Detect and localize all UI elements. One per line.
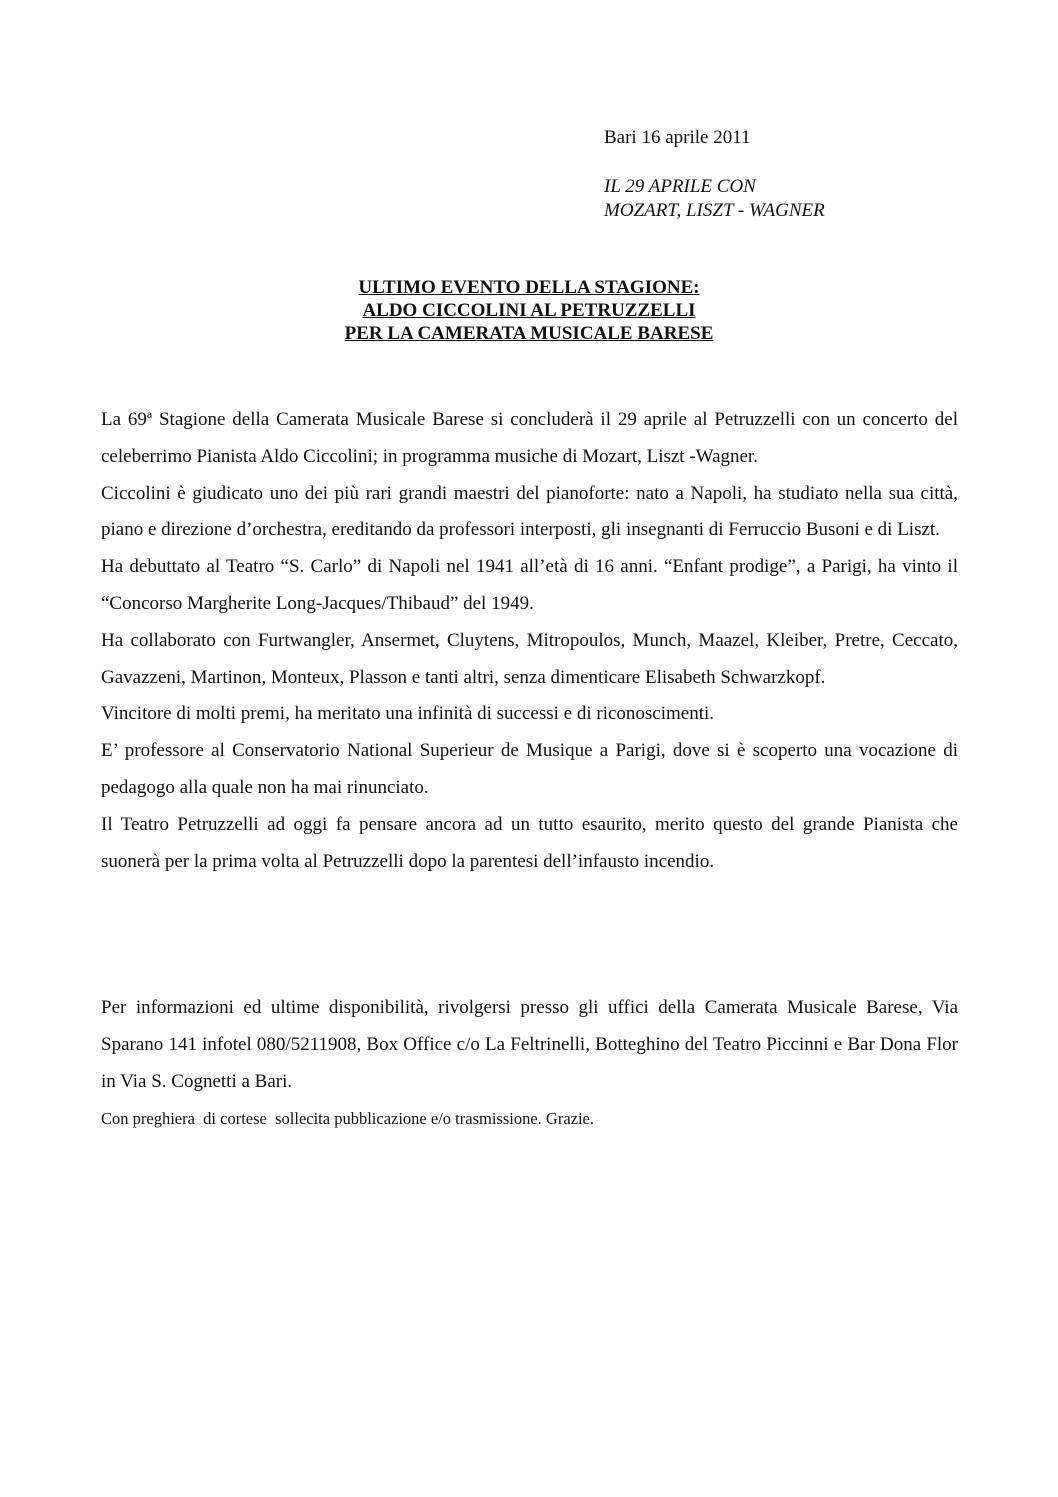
body-paragraph-professor: E’ professore al Conservatorio National Superieur de Musique a Parigi, dove si è scoperto una vocazione di pedagogo alla quale non ha mai rinunciato. xyxy=(101,740,958,798)
info-section xyxy=(101,990,958,1100)
headline-line-2: ALDO CICCOLINI AL PETRUZZELLI xyxy=(362,300,696,321)
closing-note: Con preghiera di cortese sollecita pubblicazione e/o trasmissione. Grazie. xyxy=(101,1109,594,1128)
info-paragraph: Per informazioni ed ultime disponibilità, rivolgersi presso gli uffici della Camerata Musicale Barese, Via Sparano 141 infotel 080/5211908, Box Office c/o La Feltrinelli, Botteghino del Teatro Piccinni e Bar Dona Flor in Via S. Cognetti a Bari. xyxy=(101,997,958,1092)
headline xyxy=(100,276,958,345)
body-paragraph-awards: Vincitore di molti premi, ha meritato una infinità di successi e di riconoscimenti. xyxy=(101,703,715,725)
headline-line-3: PER LA CAMERATA MUSICALE BARESE xyxy=(344,323,714,344)
event-subtitle-line-2: MOZART, LISZT - WAGNER xyxy=(604,200,825,221)
body-paragraph-collaborations: Ha collaborato con Furtwangler, Ansermet, Cluytens, Mitropoulos, Munch, Maazel, Kleiber, Pretre, Ceccato, Gavazzeni, Martinon, Monteux, Plasson e tanti altri, senza dimenticare Elisabeth Schwarzkopf. xyxy=(101,629,958,688)
body-paragraph-theatre: Il Teatro Petruzzelli ad oggi fa pensare ancora ad un tutto esaurito, merito questo del grande Pianista che suonerà per la prima volta al Petruzzelli dopo la parentesi dell’infausto incendio. xyxy=(101,813,958,872)
body-paragraph-biography: Ciccolini è giudicato uno dei più rari grandi maestri del pianoforte: nato a Napoli, ha studiato nella sua città, piano e direzione d’orchestra, ereditando da professori interposti, gli insegnanti di Ferruccio Busoni e di Liszt. xyxy=(101,482,958,541)
headline-line-1: ULTIMO EVENTO DELLA STAGIONE: xyxy=(358,277,700,298)
body-paragraph-season: La 69ª Stagione della Camerata Musicale Barese si concluderà il 29 aprile al Petruzzelli con un concerto del celeberrimo Pianista Aldo Ciccolini; in programma musiche di Mozart, Liszt -Wagner. xyxy=(101,409,958,467)
document-date: Bari 16 aprile 2011 xyxy=(604,127,751,148)
body-paragraph-debut: Ha debuttato al Teatro “S. Carlo” di Napoli nel 1941 all’età di 16 anni. “Enfant prodige”, a Parigi, ha vinto il “Concorso Margherite Long-Jacques/Thibaud” del 1949. xyxy=(101,556,958,614)
body-text xyxy=(101,402,958,880)
date-block xyxy=(604,126,1024,223)
event-subtitle-line-1: IL 29 APRILE CON xyxy=(604,176,756,197)
